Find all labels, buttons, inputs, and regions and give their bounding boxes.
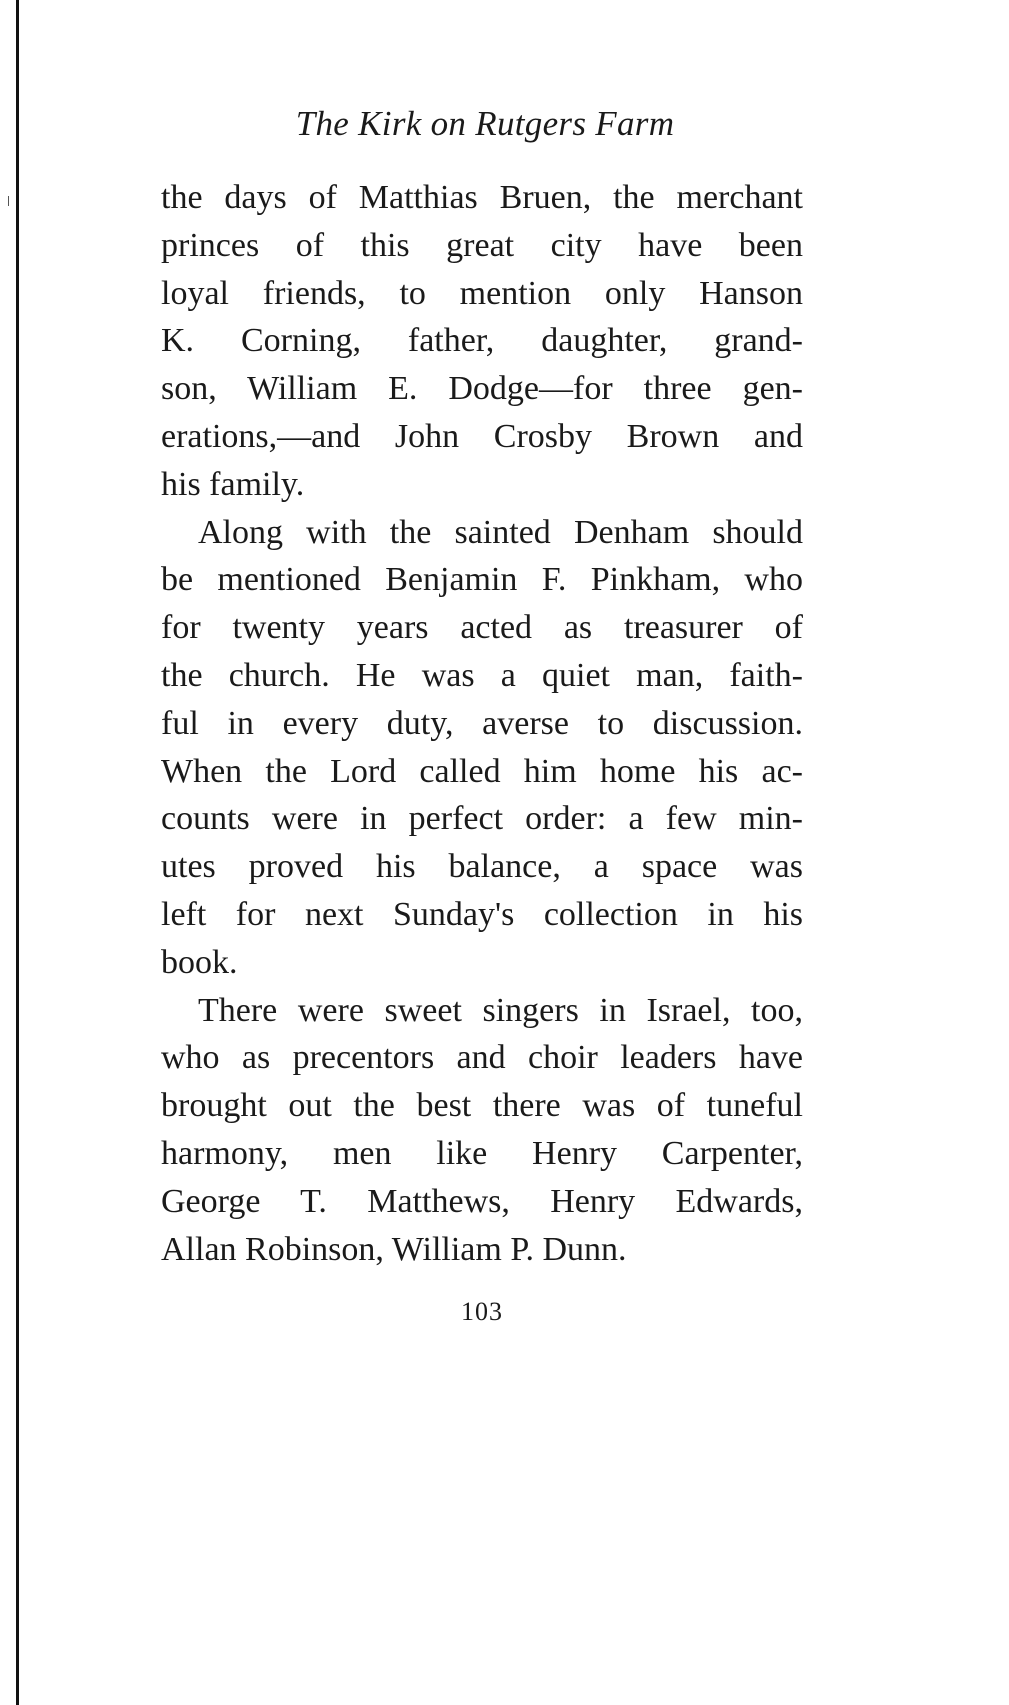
text-line: There were sweet singers in Israel, too, (198, 991, 803, 1029)
text-line: the days of Matthias Bruen, the merchant (161, 179, 803, 216)
scan-artifact-mark (8, 196, 9, 206)
text-line: Allan Robinson, William P. Dunn. (161, 1230, 627, 1268)
paragraph-1 (161, 174, 803, 509)
text-line: left for next Sunday's collection in his (161, 895, 803, 933)
text-line: princes of this great city have been (161, 226, 803, 264)
text-line: K. Corning, father, daughter, grand- (161, 322, 803, 360)
text-line: When the Lord called him home his ac- (161, 752, 803, 790)
text-line: the church. He was a quiet man, faith- (161, 656, 803, 694)
text-line: ful in every duty, averse to discussion. (161, 704, 803, 742)
paragraph-3 (161, 987, 803, 1274)
text-line: son, William E. Dodge—for three gen- (161, 370, 803, 408)
text-line: book. (161, 943, 238, 981)
running-head: The Kirk on Rutgers Farm (295, 104, 675, 143)
text-line: who as precentors and choir leaders have (161, 1039, 803, 1077)
text-line: George T. Matthews, Henry Edwards, (161, 1182, 803, 1220)
text-line: Along with the sainted Denham should (198, 513, 803, 551)
text-line: brought out the best there was of tuneful (161, 1087, 803, 1125)
text-line: erations,—and John Crosby Brown and (161, 417, 803, 455)
text-line: for twenty years acted as treasurer of (161, 609, 803, 647)
text-line: counts were in perfect order: a few min- (161, 800, 803, 838)
text-line: his family. (161, 465, 305, 503)
paragraph-2 (161, 509, 803, 987)
text-line: harmony, men like Henry Carpenter, (161, 1134, 803, 1172)
text-line: utes proved his balance, a space was (161, 848, 803, 886)
text-line: be mentioned Benjamin F. Pinkham, who (161, 561, 803, 599)
text-line: loyal friends, to mention only Hanson (161, 274, 803, 312)
scan-border-line (16, 0, 19, 1705)
page-number: 103 (461, 1297, 503, 1326)
book-page (161, 100, 803, 1326)
